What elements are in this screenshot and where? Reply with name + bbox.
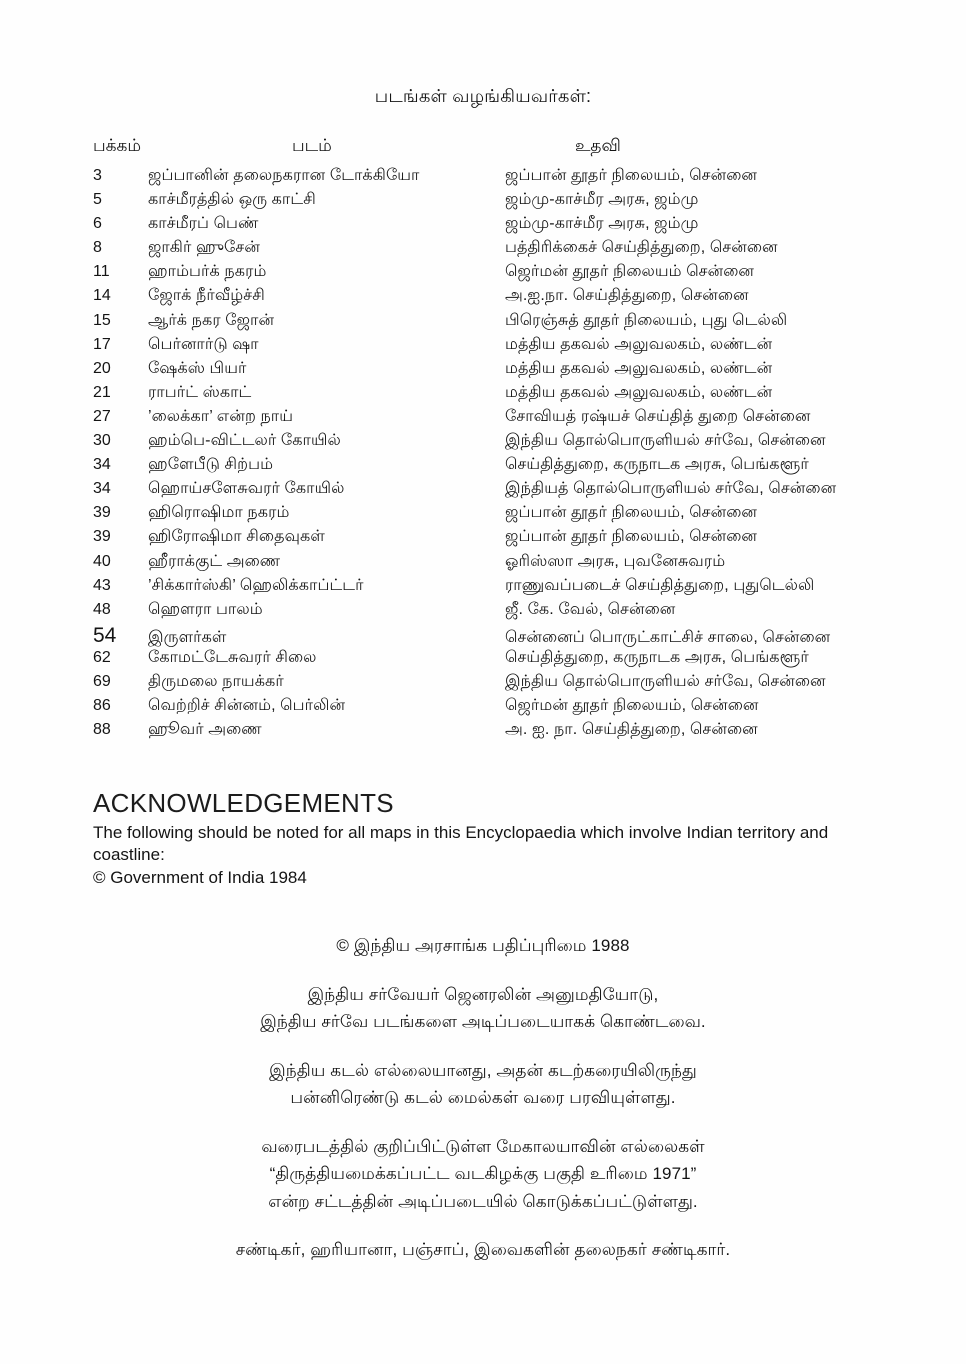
table-row — [93, 648, 893, 672]
picture-title-cell: ஹிரொஷிமா நகரம் — [148, 504, 290, 522]
acknowledgements-section — [93, 788, 885, 889]
credit-cell: இந்திய தொல்பொருளியல் சர்வே, சென்னை — [505, 432, 826, 450]
page-number-cell: 21 — [93, 383, 111, 401]
table-row — [93, 552, 893, 576]
tamil-note-block — [0, 932, 966, 960]
page-number-cell: 5 — [93, 191, 102, 209]
picture-title-cell: ஹெளரா பாலம் — [148, 600, 263, 618]
note-line: இந்திய கடல் எல்லையானது, அதன் கடற்கரையிலிருந்து — [269, 1060, 697, 1080]
picture-title-cell: ஜோக் நீர்வீழ்ச்சி — [148, 287, 265, 305]
picture-title-cell: திருமலை நாயக்கர் — [148, 672, 284, 690]
page-number-cell: 15 — [93, 311, 111, 329]
picture-title-cell: ராபர்ட் ஸ்காட் — [148, 383, 252, 401]
picture-title-cell: ஹூவர் அணை — [148, 721, 262, 739]
note-line: சண்டிகர், ஹரியானா, பஞ்சாப், இவைகளின் தலைநகர் சண்டிகார். — [235, 1240, 731, 1259]
column-header-credit: உதவி — [575, 136, 621, 155]
acknowledgements-heading: ACKNOWLEDGEMENTS — [93, 788, 394, 818]
table-rows — [93, 166, 893, 744]
picture-title-cell: ஹிரோஷிமா சிதைவுகள் — [148, 528, 325, 546]
page-number-cell: 40 — [93, 552, 111, 570]
picture-title-cell: இருளர்கள் — [148, 628, 227, 646]
tamil-note-block — [0, 1236, 966, 1264]
tamil-notes-section — [0, 932, 966, 1285]
table-row — [93, 286, 893, 310]
credit-cell: ஜீ. கே. வேல், சென்னை — [505, 600, 676, 618]
page-number-cell: 20 — [93, 359, 111, 377]
credit-cell: செய்தித்துறை, கருநாடக அரசு, பெங்களூர் — [505, 648, 809, 666]
credit-cell: செய்தித்துறை, கருநாடக அரசு, பெங்களூர் — [505, 456, 809, 474]
page-number-cell: 54 — [93, 623, 117, 647]
picture-title-cell: ’லைக்கா’ என்ற நாய் — [148, 407, 294, 425]
credit-cell: மத்திய தகவல் அலுவலகம், லண்டன் — [505, 383, 773, 401]
table-row — [93, 214, 893, 238]
note-line: “திருத்தியமைக்கப்பட்ட வடகிழக்கு பகுதி உரிமை 1971” — [269, 1164, 697, 1183]
credit-cell: பத்திரிக்கைச் செய்தித்துறை, சென்னை — [505, 239, 778, 257]
table-row — [93, 479, 893, 503]
picture-title-cell: பெர்னார்டு ஷா — [148, 335, 259, 353]
page-number-cell: 27 — [93, 407, 111, 425]
table-row — [93, 696, 893, 720]
table-row — [93, 262, 893, 286]
table-row — [93, 383, 893, 407]
page-title: படங்கள் வழங்கியவர்கள்: — [374, 86, 592, 106]
note-line: வரைபடத்தில் குறிப்பிட்டுள்ள மேகாலயாவின் எல்லைகள் — [261, 1136, 705, 1156]
table-row — [93, 335, 893, 359]
tamil-note-block — [0, 1057, 966, 1112]
picture-title-cell: ஹளேபீடு சிற்பம் — [148, 456, 274, 474]
credit-cell: மத்திய தகவல் அலுவலகம், லண்டன் — [505, 335, 773, 353]
table-row — [93, 527, 893, 551]
column-header-page: பக்கம் — [93, 136, 142, 155]
page-number-cell: 88 — [93, 721, 111, 739]
note-line: இந்திய சர்வேயர் ஜெனரலின் அனுமதியோடு, — [307, 984, 659, 1004]
acknowledgements-body: The following should be noted for all maps in this Encyclopaedia which involve Indian territory and coastline: — [93, 823, 829, 864]
table-row — [93, 503, 893, 527]
tamil-note-block — [0, 1133, 966, 1216]
table-row — [93, 431, 893, 455]
page-number-cell: 39 — [93, 504, 111, 522]
note-line: இந்திய சர்வே படங்களை அடிப்படையாகக் கொண்டவை. — [260, 1012, 706, 1031]
picture-title-cell: ’சிக்கார்ஸ்கி’ ஹெலிக்காப்ட்டர் — [148, 576, 364, 594]
credit-cell: ஜம்மு-காச்மீர அரசு, ஜம்மு — [505, 191, 699, 209]
credit-cell: இந்தியத் தொல்பொருளியல் சர்வே, சென்னை — [505, 480, 837, 498]
page-number-cell: 6 — [93, 215, 102, 233]
credit-cell: ஓரிஸ்ஸா அரசு, புவனேசுவரம் — [505, 552, 726, 570]
picture-title-cell: ஜாகிர் ஹுசேன் — [148, 239, 260, 257]
picture-title-cell: காச்மீரப் பெண் — [148, 215, 259, 233]
table-row — [93, 238, 893, 262]
credit-cell: ஜப்பான் தூதர் நிலையம், சென்னை — [505, 528, 758, 546]
table-row — [93, 407, 893, 431]
credit-cell: பிரெஞ்சுத் தூதர் நிலையம், புது டெல்லி — [505, 311, 788, 329]
credit-cell: அ. ஐ. நா. செய்தித்துறை, சென்னை — [505, 721, 758, 739]
picture-title-cell: காச்மீரத்தில் ஒரு காட்சி — [148, 191, 316, 209]
table-row — [93, 455, 893, 479]
note-line: பன்னிரெண்டு கடல் மைல்கள் வரை பரவியுள்ளது. — [290, 1088, 676, 1107]
page-number-cell: 48 — [93, 600, 111, 618]
tamil-note-block — [0, 981, 966, 1036]
page-number-cell: 86 — [93, 697, 111, 715]
credit-cell: ஜப்பான் தூதர் நிலையம், சென்னை — [505, 504, 758, 522]
table-row — [93, 624, 893, 648]
picture-title-cell: வெற்றிச் சின்னம், பெர்லின் — [148, 697, 346, 715]
table-row — [93, 600, 893, 624]
note-line: © இந்திய அரசாங்க பதிப்புரிமை 1988 — [336, 936, 630, 955]
table-row — [93, 311, 893, 335]
picture-title-cell: ஹொய்சளேசுவரர் கோயில் — [148, 480, 345, 498]
credit-cell: சென்னைப் பொருட்காட்சிச் சாலை, சென்னை — [505, 628, 831, 646]
picture-title-cell: ஆர்க் நகர ஜோன் — [148, 311, 275, 329]
page-number-cell: 14 — [93, 287, 111, 305]
table-row — [93, 166, 893, 190]
page-number-cell: 39 — [93, 528, 111, 546]
credit-cell: ஜம்மு-காச்மீர அரசு, ஜம்மு — [505, 215, 699, 233]
picture-title-cell: ஜப்பானின் தலைநகரான டோக்கியோ — [148, 167, 420, 184]
picture-title-cell: ஹம்பெ-விட்டலர் கோயில் — [148, 432, 341, 450]
table-row — [93, 720, 893, 744]
page-number-cell: 3 — [93, 167, 102, 184]
copyright-line-english: © Government of India 1984 — [93, 868, 307, 887]
table-row — [93, 190, 893, 214]
page-number-cell: 69 — [93, 672, 111, 690]
page-number-cell: 17 — [93, 335, 111, 353]
credit-cell: ஜெர்மன் தூதர் நிலையம் சென்னை — [505, 263, 754, 281]
table-row — [93, 359, 893, 383]
page-number-cell: 34 — [93, 480, 111, 498]
credit-cell: ராணுவப்படைச் செய்தித்துறை, புதுடெல்லி — [505, 576, 815, 594]
table-row — [93, 672, 893, 696]
picture-title-cell: ஷேக்ஸ் பியர் — [148, 359, 247, 377]
column-header-picture: படம் — [292, 136, 332, 155]
page-number-cell: 8 — [93, 239, 102, 257]
picture-title-cell: ஹீராக்குட் அணை — [148, 552, 281, 570]
credit-cell: மத்திய தகவல் அலுவலகம், லண்டன் — [505, 359, 773, 377]
credit-cell: ஜப்பான் தூதர் நிலையம், சென்னை — [505, 167, 758, 184]
page-number-cell: 62 — [93, 648, 111, 666]
page-number-cell: 11 — [93, 263, 110, 281]
page-number-cell: 43 — [93, 576, 111, 594]
table-header-row — [93, 136, 893, 166]
credit-cell: ஜெர்மன் தூதர் நிலையம், சென்னை — [505, 697, 759, 715]
credit-cell: இந்திய தொல்பொருளியல் சர்வே, சென்னை — [505, 672, 826, 690]
picture-title-cell: ஹாம்பர்க் நகரம் — [148, 263, 267, 281]
credit-cell: அ.ஐ.நா. செய்தித்துறை, சென்னை — [505, 287, 749, 305]
page-number-cell: 34 — [93, 456, 111, 474]
note-line: என்ற சட்டத்தின் அடிப்படையில் கொடுக்கப்பட்டுள்ளது. — [268, 1191, 698, 1211]
table-row — [93, 576, 893, 600]
credits-table — [93, 136, 893, 744]
credit-cell: சோவியத் ரஷ்யச் செய்தித் துறை சென்னை — [505, 407, 811, 425]
page-number-cell: 30 — [93, 432, 111, 450]
picture-title-cell: கோமட்டேசுவரர் சிலை — [148, 648, 317, 666]
